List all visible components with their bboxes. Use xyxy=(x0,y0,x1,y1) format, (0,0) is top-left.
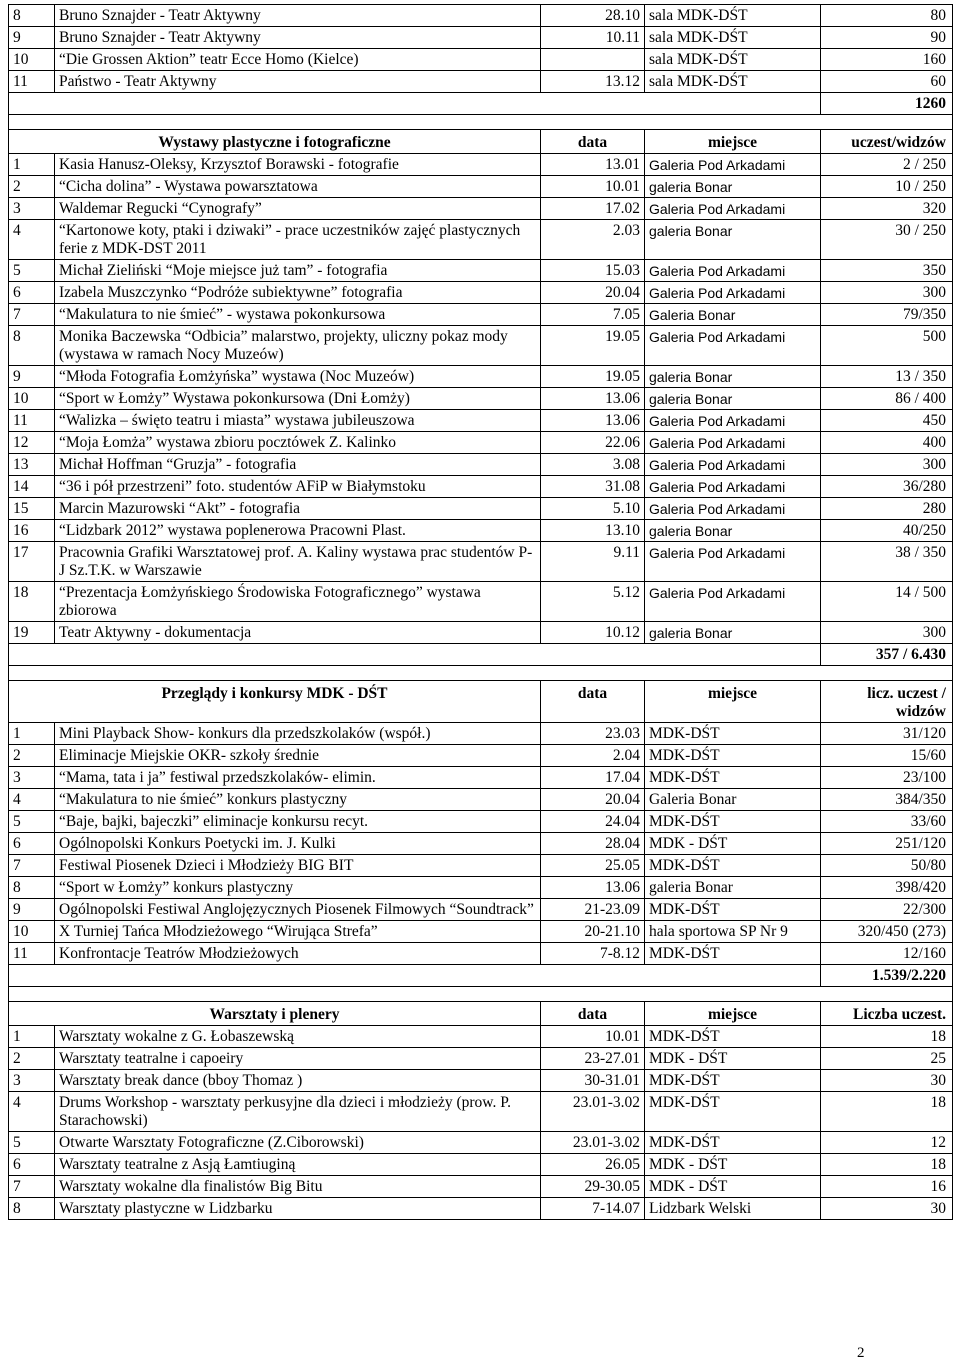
row-number: 12 xyxy=(9,432,55,454)
row-date: 17.04 xyxy=(541,767,645,789)
row-title: “Moja Łomża” wystawa zbioru pocztówek Z. Kalinko xyxy=(55,432,541,454)
table-row xyxy=(9,366,953,388)
row-date: 3.08 xyxy=(541,454,645,476)
row-count: 25 xyxy=(821,1048,953,1070)
row-date xyxy=(541,49,645,71)
row-number: 7 xyxy=(9,304,55,326)
row-date: 13.10 xyxy=(541,520,645,542)
row-date: 20.04 xyxy=(541,282,645,304)
row-title: “Walizka – święto teatru i miasta” wystawa jubileuszowa xyxy=(55,410,541,432)
blank-cell xyxy=(9,115,953,130)
row-title: “Sport w Łomży” Wystawa pokonkursowa (Dni Łomży) xyxy=(55,388,541,410)
row-number: 7 xyxy=(9,855,55,877)
row-number: 9 xyxy=(9,27,55,49)
row-number: 11 xyxy=(9,410,55,432)
table-row xyxy=(9,1176,953,1198)
row-title: X Turniej Tańca Młodzieżowego “Wirująca Strefa” xyxy=(55,921,541,943)
row-count: 86 / 400 xyxy=(821,388,953,410)
row-count: 14 / 500 xyxy=(821,582,953,622)
row-place: galeria Bonar xyxy=(645,366,821,388)
row-place: galeria Bonar xyxy=(645,176,821,198)
table-row xyxy=(9,855,953,877)
row-place: galeria Bonar xyxy=(645,520,821,542)
row-number: 1 xyxy=(9,154,55,176)
row-title: Ogólnopolski Festiwal Anglojęzycznych Piosenek Filmowych “Soundtrack” xyxy=(55,899,541,921)
row-place: MDK-DŚT xyxy=(645,943,821,965)
row-date: 2.03 xyxy=(541,220,645,260)
row-number: 18 xyxy=(9,582,55,622)
table-row xyxy=(9,1026,953,1048)
table-row xyxy=(9,1154,953,1176)
row-count: 16 xyxy=(821,1176,953,1198)
row-date: 5.10 xyxy=(541,498,645,520)
row-place: MDK-DŚT xyxy=(645,723,821,745)
table-row xyxy=(9,542,953,582)
row-place: MDK-DŚT xyxy=(645,855,821,877)
row-title: Drums Workshop - warsztaty perkusyjne dla dzieci i młodzieży (prow. P. Starachowski) xyxy=(55,1092,541,1132)
row-date: 20.04 xyxy=(541,789,645,811)
row-count: 280 xyxy=(821,498,953,520)
section-header-row xyxy=(9,681,953,723)
row-place: Galeria Bonar xyxy=(645,789,821,811)
table-row xyxy=(9,723,953,745)
row-date: 29-30.05 xyxy=(541,1176,645,1198)
row-number: 5 xyxy=(9,1132,55,1154)
row-place: galeria Bonar xyxy=(645,877,821,899)
row-title: “Makulatura to nie śmieć” konkurs plastyczny xyxy=(55,789,541,811)
row-date: 10.12 xyxy=(541,622,645,644)
row-title: Mini Playback Show- konkurs dla przedszkolaków (współ.) xyxy=(55,723,541,745)
table-row xyxy=(9,388,953,410)
section-spacer xyxy=(9,115,953,130)
row-date: 28.10 xyxy=(541,5,645,27)
blank-cell xyxy=(9,666,953,681)
row-number: 5 xyxy=(9,811,55,833)
table-row xyxy=(9,622,953,644)
row-place: Galeria Pod Arkadami xyxy=(645,198,821,220)
table-row xyxy=(9,1132,953,1154)
row-title: Bruno Sznajder - Teatr Aktywny xyxy=(55,27,541,49)
section-spacer xyxy=(9,666,953,681)
row-title: Marcin Mazurowski “Akt” - fotografia xyxy=(55,498,541,520)
row-title: Izabela Muszczynko “Podróże subiektywne” fotografia xyxy=(55,282,541,304)
row-place: sala MDK-DŚT xyxy=(645,49,821,71)
row-date: 7-8.12 xyxy=(541,943,645,965)
row-count: 300 xyxy=(821,454,953,476)
table-row xyxy=(9,27,953,49)
row-date: 22.06 xyxy=(541,432,645,454)
section-title: Przeglądy i konkursy MDK - DŚT xyxy=(9,681,541,723)
section-total: 1.539/2.220 xyxy=(821,965,953,987)
row-date: 13.01 xyxy=(541,154,645,176)
table-row xyxy=(9,326,953,366)
table-row xyxy=(9,304,953,326)
row-place: MDK - DŚT xyxy=(645,1176,821,1198)
row-date: 19.05 xyxy=(541,326,645,366)
row-count: 30 / 250 xyxy=(821,220,953,260)
table-row xyxy=(9,582,953,622)
row-number: 2 xyxy=(9,1048,55,1070)
row-count: 400 xyxy=(821,432,953,454)
row-number: 14 xyxy=(9,476,55,498)
row-number: 8 xyxy=(9,877,55,899)
row-date: 31.08 xyxy=(541,476,645,498)
row-date: 13.06 xyxy=(541,410,645,432)
row-date: 23.03 xyxy=(541,723,645,745)
row-count: 40/250 xyxy=(821,520,953,542)
table-row xyxy=(9,454,953,476)
row-count: 10 / 250 xyxy=(821,176,953,198)
row-title: “Cicha dolina” - Wystawa powarsztatowa xyxy=(55,176,541,198)
row-place: Lidzbark Welski xyxy=(645,1198,821,1220)
row-title: Michał Zieliński “Moje miejsce już tam” - fotografia xyxy=(55,260,541,282)
row-place: galeria Bonar xyxy=(645,220,821,260)
row-count: 18 xyxy=(821,1154,953,1176)
row-place: sala MDK-DŚT xyxy=(645,71,821,93)
row-count: 23/100 xyxy=(821,767,953,789)
row-title: “Młoda Fotografia Łomżyńska” wystawa (Noc Muzeów) xyxy=(55,366,541,388)
table-row xyxy=(9,282,953,304)
row-title: Państwo - Teatr Aktywny xyxy=(55,71,541,93)
header-place: miejsce xyxy=(645,681,821,723)
row-number: 10 xyxy=(9,921,55,943)
total-spacer xyxy=(9,965,821,987)
row-number: 3 xyxy=(9,767,55,789)
table-row xyxy=(9,767,953,789)
table-row xyxy=(9,899,953,921)
row-number: 8 xyxy=(9,5,55,27)
header-place: miejsce xyxy=(645,1002,821,1026)
table-row xyxy=(9,498,953,520)
section-total: 1260 xyxy=(821,93,953,115)
row-number: 6 xyxy=(9,833,55,855)
section-total-row xyxy=(9,965,953,987)
row-title: “Makulatura to nie śmieć” - wystawa pokonkursowa xyxy=(55,304,541,326)
row-number: 19 xyxy=(9,622,55,644)
section-title: Warsztaty i plenery xyxy=(9,1002,541,1026)
table-row xyxy=(9,811,953,833)
row-place: Galeria Pod Arkadami xyxy=(645,282,821,304)
row-number: 9 xyxy=(9,366,55,388)
table-row xyxy=(9,921,953,943)
row-number: 7 xyxy=(9,1176,55,1198)
row-number: 15 xyxy=(9,498,55,520)
row-number: 11 xyxy=(9,71,55,93)
row-place: galeria Bonar xyxy=(645,622,821,644)
row-place: Galeria Pod Arkadami xyxy=(645,582,821,622)
table-row xyxy=(9,220,953,260)
section-spacer xyxy=(9,987,953,1002)
row-place: MDK - DŚT xyxy=(645,833,821,855)
row-title: Warsztaty wokalne z G. Łobaszewską xyxy=(55,1026,541,1048)
row-date: 23.01-3.02 xyxy=(541,1092,645,1132)
events-table-body xyxy=(9,5,953,1220)
row-number: 6 xyxy=(9,1154,55,1176)
row-place: MDK-DŚT xyxy=(645,1132,821,1154)
document-page xyxy=(8,4,952,1220)
total-spacer xyxy=(9,644,821,666)
row-date: 13.06 xyxy=(541,877,645,899)
table-row xyxy=(9,476,953,498)
row-date: 21-23.09 xyxy=(541,899,645,921)
total-spacer xyxy=(9,93,821,115)
row-date: 20-21.10 xyxy=(541,921,645,943)
row-date: 30-31.01 xyxy=(541,1070,645,1092)
row-number: 1 xyxy=(9,1026,55,1048)
row-title: Kasia Hanusz-Oleksy, Krzysztof Borawski - fotografie xyxy=(55,154,541,176)
row-place: Galeria Pod Arkadami xyxy=(645,454,821,476)
row-place: MDK-DŚT xyxy=(645,1070,821,1092)
header-place: miejsce xyxy=(645,130,821,154)
section-header-row xyxy=(9,130,953,154)
row-count: 30 xyxy=(821,1070,953,1092)
row-title: Bruno Sznajder - Teatr Aktywny xyxy=(55,5,541,27)
row-date: 19.05 xyxy=(541,366,645,388)
row-count: 50/80 xyxy=(821,855,953,877)
page-number: 2 xyxy=(857,1345,865,1361)
row-place: hala sportowa SP Nr 9 xyxy=(645,921,821,943)
table-row xyxy=(9,49,953,71)
row-place: galeria Bonar xyxy=(645,388,821,410)
row-date: 5.12 xyxy=(541,582,645,622)
table-row xyxy=(9,1048,953,1070)
row-count: 22/300 xyxy=(821,899,953,921)
row-number: 2 xyxy=(9,745,55,767)
row-number: 1 xyxy=(9,723,55,745)
row-count: 36/280 xyxy=(821,476,953,498)
row-count: 320 xyxy=(821,198,953,220)
row-count: 320/450 (273) xyxy=(821,921,953,943)
row-count: 80 xyxy=(821,5,953,27)
row-date: 7-14.07 xyxy=(541,1198,645,1220)
row-title: “Sport w Łomży” konkurs plastyczny xyxy=(55,877,541,899)
row-date: 28.04 xyxy=(541,833,645,855)
row-count: 90 xyxy=(821,27,953,49)
section-title: Wystawy plastyczne i fotograficzne xyxy=(9,130,541,154)
row-title: Warsztaty break dance (bboy Thomaz ) xyxy=(55,1070,541,1092)
row-title: Konfrontacje Teatrów Młodzieżowych xyxy=(55,943,541,965)
row-place: MDK-DŚT xyxy=(645,1092,821,1132)
row-date: 15.03 xyxy=(541,260,645,282)
row-place: MDK - DŚT xyxy=(645,1048,821,1070)
row-title: Ogólnopolski Konkurs Poetycki im. J. Kulki xyxy=(55,833,541,855)
row-title: Pracownia Grafiki Warsztatowej prof. A. Kaliny wystawa prac studentów P-J Sz.T.K. w Warszawie xyxy=(55,542,541,582)
row-title: “Lidzbark 2012” wystawa poplenerowa Pracowni Plast. xyxy=(55,520,541,542)
table-row xyxy=(9,833,953,855)
row-place: MDK - DŚT xyxy=(645,1154,821,1176)
row-title: Michał Hoffman “Gruzja” - fotografia xyxy=(55,454,541,476)
row-title: “Prezentacja Łomżyńskiego Środowiska Fotograficznego” wystawa zbiorowa xyxy=(55,582,541,622)
row-number: 3 xyxy=(9,1070,55,1092)
row-title: “Kartonowe koty, ptaki i dziwaki” - prace uczestników zajęć plastycznych ferie z MDK-DST 2011 xyxy=(55,220,541,260)
row-title: “Die Grossen Aktion” teatr Ecce Homo (Kielce) xyxy=(55,49,541,71)
section-total-row xyxy=(9,93,953,115)
table-row xyxy=(9,5,953,27)
row-place: Galeria Pod Arkadami xyxy=(645,542,821,582)
row-count: 398/420 xyxy=(821,877,953,899)
row-number: 6 xyxy=(9,282,55,304)
row-number: 10 xyxy=(9,49,55,71)
row-date: 10.01 xyxy=(541,1026,645,1048)
table-row xyxy=(9,198,953,220)
table-row xyxy=(9,260,953,282)
table-row xyxy=(9,1092,953,1132)
row-number: 8 xyxy=(9,326,55,366)
row-count: 12 xyxy=(821,1132,953,1154)
row-place: sala MDK-DŚT xyxy=(645,27,821,49)
row-date: 17.02 xyxy=(541,198,645,220)
row-place: Galeria Pod Arkadami xyxy=(645,260,821,282)
row-date: 13.06 xyxy=(541,388,645,410)
header-date: data xyxy=(541,130,645,154)
row-place: MDK-DŚT xyxy=(645,745,821,767)
blank-cell xyxy=(9,987,953,1002)
row-number: 4 xyxy=(9,789,55,811)
row-date: 2.04 xyxy=(541,745,645,767)
row-count: 251/120 xyxy=(821,833,953,855)
table-row xyxy=(9,176,953,198)
row-number: 17 xyxy=(9,542,55,582)
header-date: data xyxy=(541,681,645,723)
row-title: Monika Baczewska “Odbicia” malarstwo, projekty, uliczny pokaz mody (wystawa w ramach Nocy Muzeów) xyxy=(55,326,541,366)
row-date: 25.05 xyxy=(541,855,645,877)
row-title: Warsztaty plastyczne w Lidzbarku xyxy=(55,1198,541,1220)
section-total-row xyxy=(9,644,953,666)
events-table xyxy=(8,4,953,1220)
row-date: 13.12 xyxy=(541,71,645,93)
table-row xyxy=(9,745,953,767)
header-date: data xyxy=(541,1002,645,1026)
row-count: 13 / 350 xyxy=(821,366,953,388)
row-title: “36 i pół przestrzeni” foto. studentów AFiP w Białymstoku xyxy=(55,476,541,498)
row-count: 18 xyxy=(821,1026,953,1048)
row-number: 13 xyxy=(9,454,55,476)
row-title: Teatr Aktywny - dokumentacja xyxy=(55,622,541,644)
row-place: MDK-DŚT xyxy=(645,811,821,833)
table-row xyxy=(9,789,953,811)
row-place: Galeria Bonar xyxy=(645,304,821,326)
row-count: 60 xyxy=(821,71,953,93)
row-place: Galeria Pod Arkadami xyxy=(645,326,821,366)
row-date: 23.01-3.02 xyxy=(541,1132,645,1154)
table-row xyxy=(9,71,953,93)
row-date: 10.01 xyxy=(541,176,645,198)
row-title: Warsztaty wokalne dla finalistów Big Bitu xyxy=(55,1176,541,1198)
row-title: Warsztaty teatralne z Asją Łamtiuginą xyxy=(55,1154,541,1176)
row-count: 160 xyxy=(821,49,953,71)
row-place: Galeria Pod Arkadami xyxy=(645,154,821,176)
row-number: 11 xyxy=(9,943,55,965)
row-count: 300 xyxy=(821,282,953,304)
row-count: 31/120 xyxy=(821,723,953,745)
row-count: 18 xyxy=(821,1092,953,1132)
row-place: Galeria Pod Arkadami xyxy=(645,498,821,520)
row-number: 4 xyxy=(9,1092,55,1132)
table-row xyxy=(9,1070,953,1092)
table-row xyxy=(9,154,953,176)
row-number: 8 xyxy=(9,1198,55,1220)
row-count: 350 xyxy=(821,260,953,282)
row-place: Galeria Pod Arkadami xyxy=(645,410,821,432)
row-title: Eliminacje Miejskie OKR- szkoły średnie xyxy=(55,745,541,767)
row-number: 16 xyxy=(9,520,55,542)
row-title: Festiwal Piosenek Dzieci i Młodzieży BIG BIT xyxy=(55,855,541,877)
row-count: 79/350 xyxy=(821,304,953,326)
row-count: 300 xyxy=(821,622,953,644)
row-number: 3 xyxy=(9,198,55,220)
row-number: 9 xyxy=(9,899,55,921)
row-count: 15/60 xyxy=(821,745,953,767)
row-count: 450 xyxy=(821,410,953,432)
row-date: 9.11 xyxy=(541,542,645,582)
row-count: 12/160 xyxy=(821,943,953,965)
row-date: 10.11 xyxy=(541,27,645,49)
row-place: Galeria Pod Arkadami xyxy=(645,476,821,498)
table-row xyxy=(9,432,953,454)
row-title: Waldemar Regucki “Cynografy” xyxy=(55,198,541,220)
row-date: 24.04 xyxy=(541,811,645,833)
header-count: uczest/widzów xyxy=(821,130,953,154)
row-date: 23-27.01 xyxy=(541,1048,645,1070)
row-count: 30 xyxy=(821,1198,953,1220)
row-date: 7.05 xyxy=(541,304,645,326)
header-count: Liczba uczest. xyxy=(821,1002,953,1026)
row-number: 5 xyxy=(9,260,55,282)
row-count: 33/60 xyxy=(821,811,953,833)
row-date: 26.05 xyxy=(541,1154,645,1176)
row-place: Galeria Pod Arkadami xyxy=(645,432,821,454)
header-count: licz. uczest / widzów xyxy=(821,681,953,723)
row-title: “Baje, bajki, bajeczki” eliminacje konkursu recyt. xyxy=(55,811,541,833)
section-total: 357 / 6.430 xyxy=(821,644,953,666)
section-header-row xyxy=(9,1002,953,1026)
row-place: MDK-DŚT xyxy=(645,899,821,921)
row-title: “Mama, tata i ja” festiwal przedszkolaków- elimin. xyxy=(55,767,541,789)
row-title: Warsztaty teatralne i capoeiry xyxy=(55,1048,541,1070)
row-count: 38 / 350 xyxy=(821,542,953,582)
row-count: 500 xyxy=(821,326,953,366)
row-place: sala MDK-DŚT xyxy=(645,5,821,27)
table-row xyxy=(9,520,953,542)
row-number: 2 xyxy=(9,176,55,198)
row-title: Otwarte Warsztaty Fotograficzne (Z.Ciborowski) xyxy=(55,1132,541,1154)
row-place: MDK-DŚT xyxy=(645,767,821,789)
row-place: MDK-DŚT xyxy=(645,1026,821,1048)
table-row xyxy=(9,1198,953,1220)
row-count: 2 / 250 xyxy=(821,154,953,176)
row-number: 10 xyxy=(9,388,55,410)
table-row xyxy=(9,877,953,899)
row-number: 4 xyxy=(9,220,55,260)
table-row xyxy=(9,943,953,965)
row-count: 384/350 xyxy=(821,789,953,811)
table-row xyxy=(9,410,953,432)
